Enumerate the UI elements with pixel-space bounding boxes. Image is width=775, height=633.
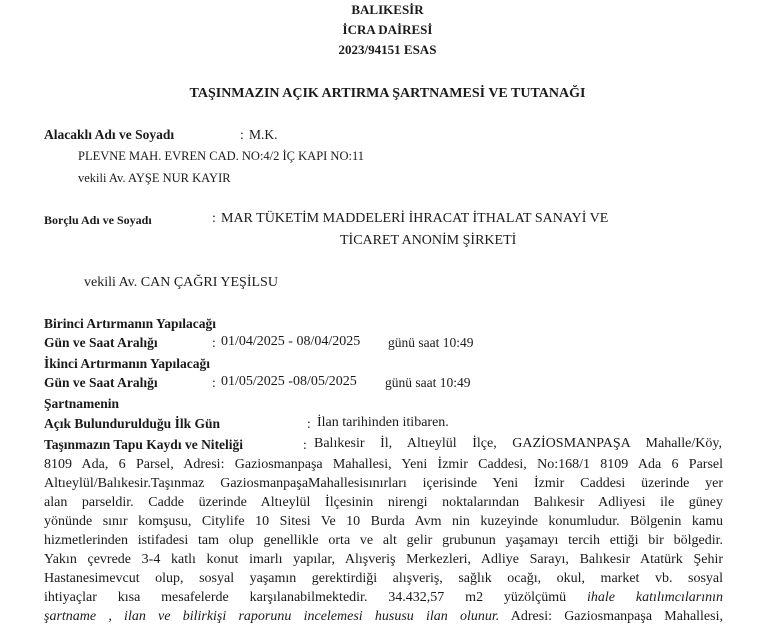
property-line-2: 8109 Ada, 6 Parsel, Adresi: Gaziosmanpaşa Mahallesi, Yeni İzmir Caddesi, No:168/1 8109 Ada 6 Parsel <box>44 457 723 472</box>
auction2-dates: 01/05/2025 -08/05/2025 <box>221 374 357 389</box>
property-separator: : <box>303 437 307 452</box>
property-label: Taşınmazın Tapu Kaydı ve Niteliği <box>44 437 244 452</box>
property-line-9-italic: ihale katılımcılarının <box>587 590 723 605</box>
spec-value: İlan tarihinden itibaren. <box>317 415 449 430</box>
property-line-8: Hastanesimevcut olup, sosyal yaşamın gerektirdiği alışveriş, sağlık ocağı, okul, market vb. sosyal <box>44 571 723 586</box>
debtor-lawyer: vekili Av. CAN ÇAĞRI YEŞİLSU <box>84 275 278 290</box>
debtor-name-line2: TİCARET ANONİM ŞİRKETİ <box>340 233 517 248</box>
debtor-label: Borçlu Adı ve Soyadı <box>44 213 152 227</box>
spec-heading: Şartnamenin <box>44 396 120 411</box>
document-title: TAŞINMAZIN AÇIK ARTIRMA ŞARTNAMESİ VE TUTANAĞI <box>189 86 586 101</box>
creditor-separator: : <box>240 127 244 142</box>
creditor-lawyer: vekili Av. AYŞE NUR KAYIR <box>78 171 231 185</box>
debtor-name-line1: MAR TÜKETİM MADDELERİ İHRACAT İTHALAT SANAYİ VE <box>221 211 609 226</box>
property-line-1: Balıkesir İl, Altıeylül İlçe, GAZİOSMANPAŞA Mahalle/Köy, <box>314 436 722 451</box>
property-line-6: hizmetlerinden istifadesi tam olup genellikle orta ve alt gelir grubunun yaşamayı tercih ettiği bir bölgedir. <box>44 533 723 548</box>
creditor-address: PLEVNE MAH. EVREN CAD. NO:4/2 İÇ KAPI NO:11 <box>78 149 364 163</box>
auction1-heading: Birinci Artırmanın Yapılacağı <box>44 316 216 331</box>
property-line-10-italic: şartname , ilan ve bilirkişi raporunu incelemesi hususu ilan olunur. <box>44 609 500 624</box>
auction2-time: günü saat 10:49 <box>385 375 471 390</box>
auction2-separator: : <box>212 375 216 390</box>
auction1-time: günü saat 10:49 <box>388 335 474 350</box>
property-line-9-text: ihtiyaçlar kısa mesafelerde karşılanabilmektedir. 34.432,57 m2 yüzölçümü <box>44 590 567 605</box>
property-line-10-text: Adresi: Gaziosmanpaşa Mahallesi, <box>510 609 723 624</box>
property-line-4: alan parseldir. Cadde üzerinde Altıeylül İlçesinin nirengi noktalarından Balıkesir Adliyesi ile güney <box>44 495 723 510</box>
auction2-label: Gün ve Saat Aralığı <box>44 375 158 390</box>
court-office: İCRA DAİRESİ <box>342 22 433 37</box>
creditor-label: Alacaklı Adı ve Soyadı <box>44 127 175 142</box>
property-line-7: Yakın çevrede 3-4 katlı konut imarlı yapılar, Alışveriş Merkezleri, Adliye Sarayı, Balıkesir Atatürk Şehir <box>44 552 723 567</box>
property-line-5: yönünde sınır komşusu, Citylife 10 Sitesi Ve 10 Burda Avm nin kuzeyinde konumludur. Bölgenin kamu <box>44 514 723 529</box>
auction1-separator: : <box>212 335 216 350</box>
file-number: 2023/94151 ESAS <box>338 42 437 57</box>
auction2-heading: İkinci Artırmanın Yapılacağı <box>44 356 211 371</box>
debtor-separator: : <box>212 211 216 226</box>
creditor-name: M.K. <box>249 127 278 142</box>
spec-separator: : <box>307 416 311 431</box>
auction1-label: Gün ve Saat Aralığı <box>44 335 158 350</box>
property-description <box>44 455 723 626</box>
property-line-10 <box>44 607 723 626</box>
spec-label: Açık Bulundurulduğu İlk Gün <box>44 416 220 431</box>
court-city: BALIKESİR <box>351 2 424 17</box>
property-line-9 <box>44 588 723 607</box>
property-line-3: Altıeylül/Balıkesir.Taşınmaz GaziosmanpaşaMahallesisınırları içerisinde Yeni İzmir Caddesi üzerinde yer <box>44 476 723 491</box>
auction1-dates: 01/04/2025 - 08/04/2025 <box>221 334 361 349</box>
